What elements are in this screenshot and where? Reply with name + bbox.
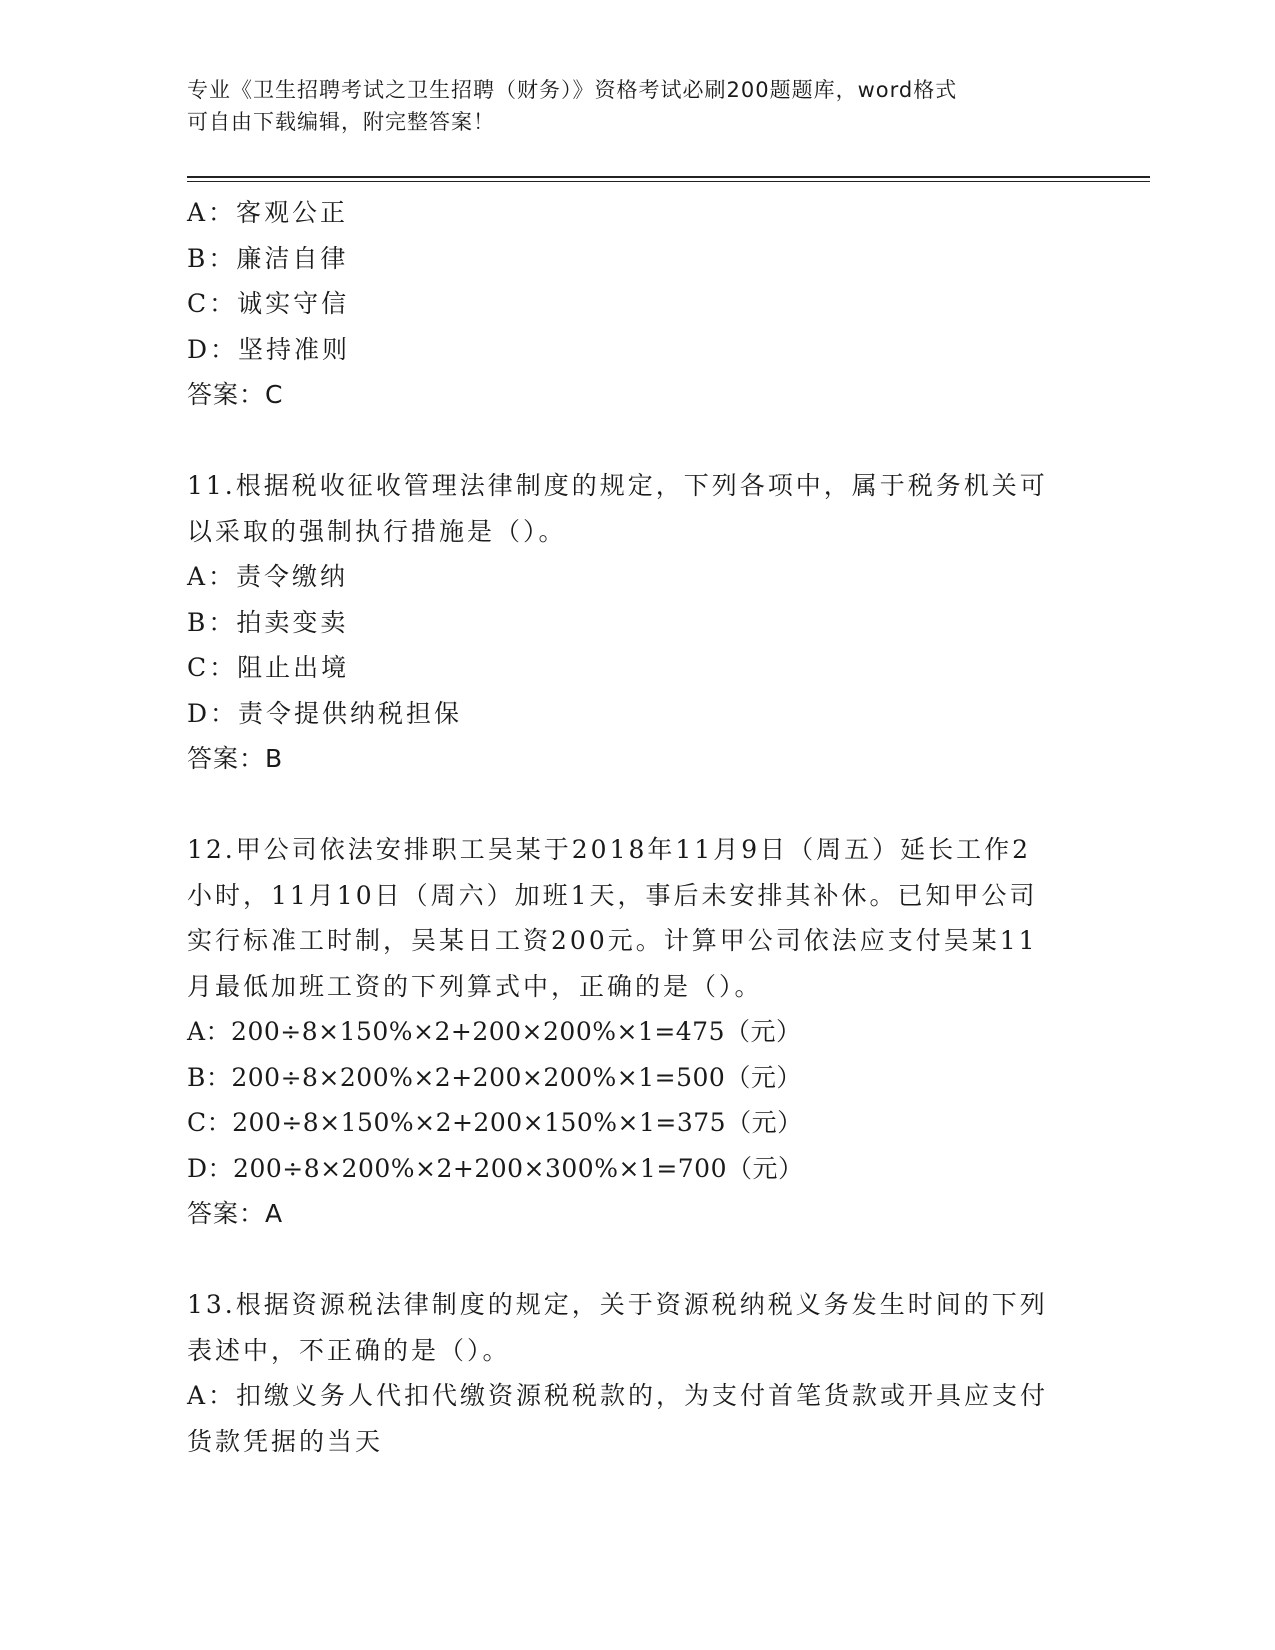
question-stem-line: 12.甲公司依法安排职工吴某于2018年11月9日（周五）延长工作2 xyxy=(187,835,1032,864)
question-stem-line: 以采取的强制执行措施是（）。 xyxy=(187,516,567,546)
question-12 xyxy=(187,827,1087,1237)
document-header xyxy=(187,74,1067,138)
option-d: D：责令提供纳税担保 xyxy=(187,698,463,728)
question-13 xyxy=(187,1282,1087,1464)
header-divider-thick xyxy=(187,176,1150,178)
question-stem-line: 13.根据资源税法律制度的规定，关于资源税纳税义务发生时间的下列 xyxy=(187,1290,1048,1319)
option-d: D：200÷8×200%×2+200×300%×1=700（元） xyxy=(187,1153,804,1183)
question-gap xyxy=(187,782,1087,828)
header-title-line-1: 专业《卫生招聘考试之卫生招聘（财务）》资格考试必刷200题题库，word格式 xyxy=(187,78,958,102)
question-10 xyxy=(187,190,1087,418)
option-c: C：200÷8×150%×2+200×150%×1=375（元） xyxy=(187,1108,803,1137)
option-b: B：拍卖变卖 xyxy=(187,607,349,637)
option-a: A：扣缴义务人代扣代缴资源税税款的，为支付首笔货款或开具应支付 xyxy=(187,1381,1049,1410)
answer-line: 答案：C xyxy=(187,380,284,409)
header-divider-thin xyxy=(187,181,1150,182)
question-stem-line: 月最低加班工资的下列算式中，正确的是（）。 xyxy=(187,971,763,1001)
header-title-line-2: 可自由下载编辑，附完整答案！ xyxy=(187,110,495,134)
question-11 xyxy=(187,463,1087,782)
question-stem-line: 11.根据税收征收管理法律制度的规定，下列各项中，属于税务机关可 xyxy=(187,471,1048,500)
option-a: A：责令缴纳 xyxy=(187,562,349,591)
option-b: B：200÷8×200%×2+200×200%×1=500（元） xyxy=(187,1062,802,1092)
answer-line: 答案：B xyxy=(187,744,284,773)
question-stem-line: 实行标准工时制，吴某日工资200元。计算甲公司依法应支付吴某11 xyxy=(187,926,1038,955)
option-a-continued: 货款凭据的当天 xyxy=(187,1426,384,1456)
option-c: C：诚实守信 xyxy=(187,289,350,318)
option-a: A：客观公正 xyxy=(187,198,349,227)
option-d: D：坚持准则 xyxy=(187,334,351,364)
answer-line: 答案：A xyxy=(187,1199,284,1228)
question-stem-line: 表述中，不正确的是（）。 xyxy=(187,1335,511,1365)
question-list xyxy=(187,190,1087,1464)
question-gap xyxy=(187,1237,1087,1283)
question-stem-line: 小时，11月10日（周六）加班1天，事后未安排其补休。已知甲公司 xyxy=(187,880,1038,910)
option-c: C：阻止出境 xyxy=(187,653,350,682)
question-gap xyxy=(187,418,1087,464)
option-a: A：200÷8×150%×2+200×200%×1=475（元） xyxy=(187,1017,802,1046)
option-b: B：廉洁自律 xyxy=(187,243,349,273)
